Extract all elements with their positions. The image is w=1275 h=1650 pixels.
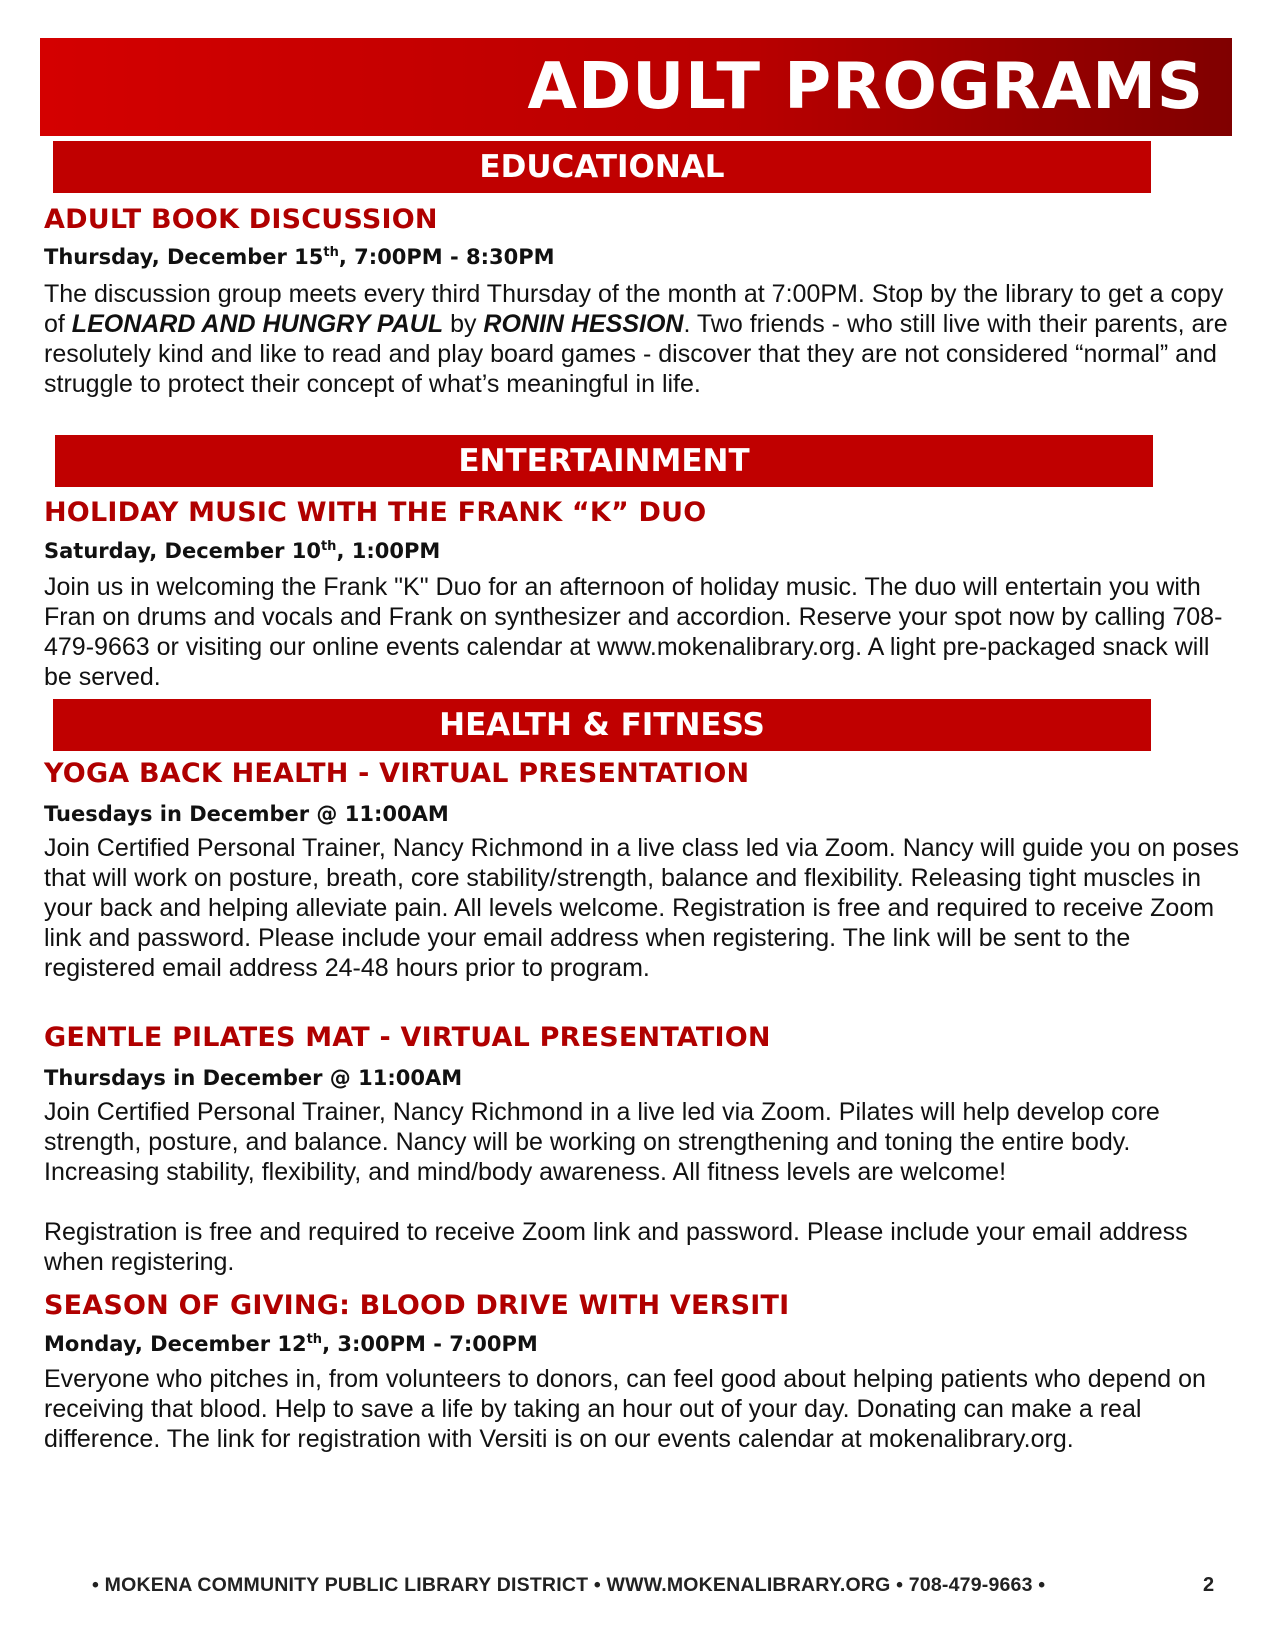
- date-text: Monday, December 12: [44, 1332, 307, 1356]
- desc-text: The discussion group meets every third Thursday of the month at 7:00PM. Stop by the library to get a copy of: [44, 280, 1224, 338]
- event-description-pilates: Join Certified Personal Trainer, Nancy Richmond in a live led via Zoom. Pilates will help develop core strength, posture, and balance. Nancy will be working on strengthening and toning the entire body. Increasing stability, flexibility, and mind/body awareness. All fitness levels are welcome!: [44, 1098, 1160, 1186]
- date-time: , 3:00PM - 7:00PM: [322, 1332, 538, 1356]
- event-description-yoga: Join Certified Personal Trainer, Nancy Richmond in a live class led via Zoom. Nancy will guide you on poses that will work on posture, breath, core stability/strength, balance and flexibility. Releasing tight muscles in your back and helping alleviate pain. All levels welcome. Registration is free and required to receive Zoom link and password. Please include your email address when registering. The link will be sent to the registered email address 24-48 hours prior to program.: [44, 834, 1240, 982]
- section-header-educational: [53, 141, 1151, 193]
- page-title: ADULT PROGRAMS: [527, 50, 1204, 124]
- event-description-book-discussion: [44, 279, 1239, 399]
- page-header-banner: [40, 38, 1232, 136]
- date-ordinal: th: [320, 539, 337, 554]
- event-description-holiday-music: Join us in welcoming the Frank "K" Duo for an afternoon of holiday music. The duo will entertain you with Fran on drums and vocals and Frank on synthesizer and accordion. Reserve your spot now by calling 708-479-9663 or visiting our online events calendar at www.mokenalibrary.org. A light pre-packaged snack will be served.: [44, 573, 1223, 691]
- date-ordinal: th: [306, 1332, 323, 1347]
- book-title: LEONARD AND HUNGRY PAUL: [71, 310, 444, 338]
- section-label: ENTERTAINMENT: [458, 443, 750, 479]
- event-title-pilates: GENTLE PILATES MAT - VIRTUAL PRESENTATION: [44, 1022, 771, 1053]
- desc-by: by: [443, 310, 484, 338]
- event-title-blood-drive: SEASON OF GIVING: BLOOD DRIVE WITH VERSITI: [44, 1290, 790, 1321]
- section-label: HEALTH & FITNESS: [439, 707, 765, 743]
- section-header-health-fitness: [53, 699, 1151, 751]
- event-date-pilates: Thursdays in December @ 11:00AM: [44, 1066, 463, 1090]
- event-title-holiday-music: HOLIDAY MUSIC WITH THE FRANK “K” DUO: [44, 497, 707, 528]
- section-header-entertainment: [55, 435, 1153, 487]
- section-label: EDUCATIONAL: [479, 149, 725, 185]
- desc-text-2: . Two friends - who still live with their parents, are resolutely kind and like to read and play board games - discover that they are not considered “normal” and struggle to protect their concept of what’s meaningful in life.: [44, 310, 1228, 398]
- event-description-pilates-registration: Registration is free and required to receive Zoom link and password. Please include your email address when registering.: [44, 1218, 1188, 1276]
- date-time: , 1:00PM: [336, 539, 441, 563]
- event-date-holiday-music: [44, 539, 440, 563]
- event-title-yoga: YOGA BACK HEALTH - VIRTUAL PRESENTATION: [44, 758, 750, 789]
- event-date-book-discussion: [44, 245, 555, 269]
- footer-text: • MOKENA COMMUNITY PUBLIC LIBRARY DISTRICT • WWW.MOKENALIBRARY.ORG • 708-479-9663 •: [92, 1574, 1046, 1596]
- event-description-blood-drive: Everyone who pitches in, from volunteers to donors, can feel good about helping patients who depend on receiving that blood. Help to save a life by taking an hour out of your day. Donating can make a real difference. The link for registration with Versiti is on our events calendar at mokenalibrary.org.: [44, 1365, 1206, 1453]
- page-footer: [0, 1574, 1275, 1604]
- event-date-blood-drive: [44, 1332, 538, 1356]
- date-ordinal: th: [323, 245, 339, 260]
- date-text: Saturday, December 10: [44, 539, 321, 563]
- page-number: 2: [1203, 1574, 1215, 1596]
- event-date-yoga: Tuesdays in December @ 11:00AM: [44, 802, 449, 826]
- book-author: RONIN HESSION: [483, 310, 684, 338]
- event-title-book-discussion: ADULT BOOK DISCUSSION: [44, 204, 438, 235]
- date-time: , 7:00PM - 8:30PM: [338, 245, 555, 269]
- date-text: Thursday, December 15: [44, 245, 324, 269]
